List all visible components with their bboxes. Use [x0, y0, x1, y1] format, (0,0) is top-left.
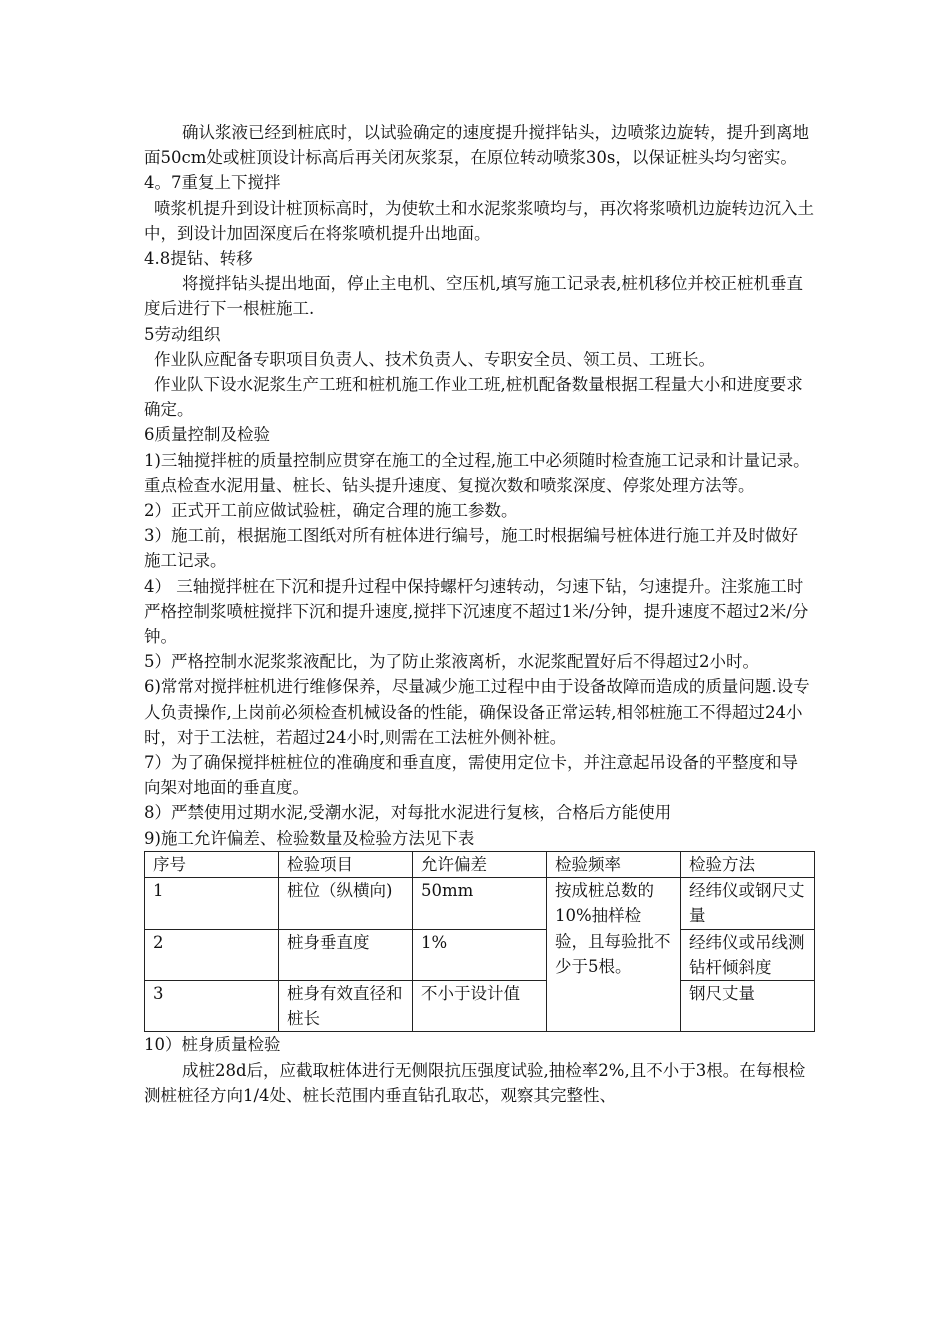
cell-no: 1	[145, 878, 279, 929]
paragraph-group-bottom	[144, 1032, 814, 1108]
paragraph: 喷浆机提升到设计桩顶标高时，为使软土和水泥浆浆喷均与，再次将浆喷机边旋转边沉入土中，到设计加固深度后在将浆喷机提升出地面。	[144, 198, 814, 243]
paragraph: 作业队下设水泥浆生产工班和桩机施工作业工班,桩机配备数量根据工程量大小和进度要求确定。	[144, 375, 803, 420]
header-tolerance: 允许偏差	[413, 851, 547, 877]
header-no: 序号	[145, 851, 279, 877]
section-heading: 4。7重复上下搅拌	[144, 173, 281, 193]
cell-tolerance: 1%	[413, 929, 547, 980]
list-item: 8）严禁使用过期水泥,受潮水泥，对每批水泥进行复核，合格后方能使用	[144, 803, 672, 823]
cell-item: 桩位（纵横向)	[279, 878, 413, 929]
document-body	[144, 120, 814, 1108]
paragraph-group-top	[144, 120, 814, 851]
section-heading: 10）桩身质量检验	[144, 1035, 281, 1055]
table-header-row	[145, 851, 815, 877]
paragraph: 成桩28d后，应截取桩体进行无侧限抗压强度试验,抽检率2%,且不小于3根。在每根检测桩桩径方向1/4处、桩长范围内垂直钻孔取芯，观察其完整性、	[144, 1060, 806, 1105]
paragraph: 将搅拌钻头提出地面，停止主电机、空压机,填写施工记录表,桩机移位并校正桩机垂直度后进行下一根桩施工.	[144, 274, 803, 319]
cell-frequency: 按成桩总数的10%抽样检验，且每验批不少于5根。	[547, 878, 681, 1032]
header-frequency: 检验频率	[547, 851, 681, 877]
list-item: 2）正式开工前应做试验桩，确定合理的施工参数。	[144, 501, 518, 521]
paragraph: 作业队应配备专职项目负责人、技术负责人、专职安全员、领工员、工班长。	[154, 349, 715, 369]
table-row	[145, 929, 815, 980]
table-row	[145, 878, 815, 929]
cell-item: 桩身垂直度	[279, 929, 413, 980]
cell-method: 钢尺丈量	[681, 980, 815, 1031]
section-heading: 5劳动组织	[144, 324, 221, 344]
header-method: 检验方法	[681, 851, 815, 877]
list-item: 7）为了确保搅拌桩桩位的准确度和垂直度，需使用定位卡，并注意起吊设备的平整度和导向架对地面的垂直度。	[144, 753, 798, 798]
list-item: 6)常常对搅拌桩机进行维修保养，尽量减少施工过程中由于设备故障而造成的质量问题.设专人负责操作,上岗前必须检查机械设备的性能，确保设备正常运转,相邻桩施工不得超过24小时，对于工法桩，若超过24小时,则需在工法桩外侧补桩。	[144, 677, 810, 747]
cell-item: 桩身有效直径和桩长	[279, 980, 413, 1031]
cell-tolerance: 不小于设计值	[413, 980, 547, 1031]
inspection-table	[144, 851, 815, 1032]
table-row	[145, 980, 815, 1031]
list-item: 4） 三轴搅拌桩在下沉和提升过程中保持螺杆匀速转动，匀速下钻，匀速提升。注浆施工时严格控制浆喷桩搅拌下沉和提升速度,搅拌下沉速度不超过1米/分钟，提升速度不超过2米/分钟。	[144, 576, 809, 647]
list-item: 3）施工前，根据施工图纸对所有桩体进行编号，施工时根据编号桩体进行施工并及时做好施工记录。	[144, 526, 798, 571]
list-item: 1)三轴搅拌桩的质量控制应贯穿在施工的全过程,施工中必须随时检查施工记录和计量记录。重点检查水泥用量、桩长、钻头提升速度、复搅次数和喷浆深度、停浆处理方法等。	[144, 450, 810, 495]
paragraph: 确认浆液已经到桩底时，以试验确定的速度提升搅拌钻头，边喷浆边旋转，提升到离地面50cm处或桩顶设计标高后再关闭灰浆泵，在原位转动喷浆30s，以保证桩头均匀密实。	[144, 123, 809, 168]
section-heading: 6质量控制及检验	[144, 425, 270, 445]
cell-no: 2	[145, 929, 279, 980]
list-item: 9)施工允许偏差、检验数量及检验方法见下表	[144, 828, 475, 848]
cell-no: 3	[145, 980, 279, 1031]
header-item: 检验项目	[279, 851, 413, 877]
section-heading: 4.8提钻、转移	[144, 249, 253, 269]
cell-tolerance: 50mm	[413, 878, 547, 929]
list-item: 5）严格控制水泥浆浆液配比，为了防止浆液离析，水泥浆配置好后不得超过2小时。	[144, 652, 759, 672]
cell-method: 经纬仪或钢尺丈量	[681, 878, 815, 929]
cell-method: 经纬仪或吊线测钻杆倾斜度	[681, 929, 815, 980]
